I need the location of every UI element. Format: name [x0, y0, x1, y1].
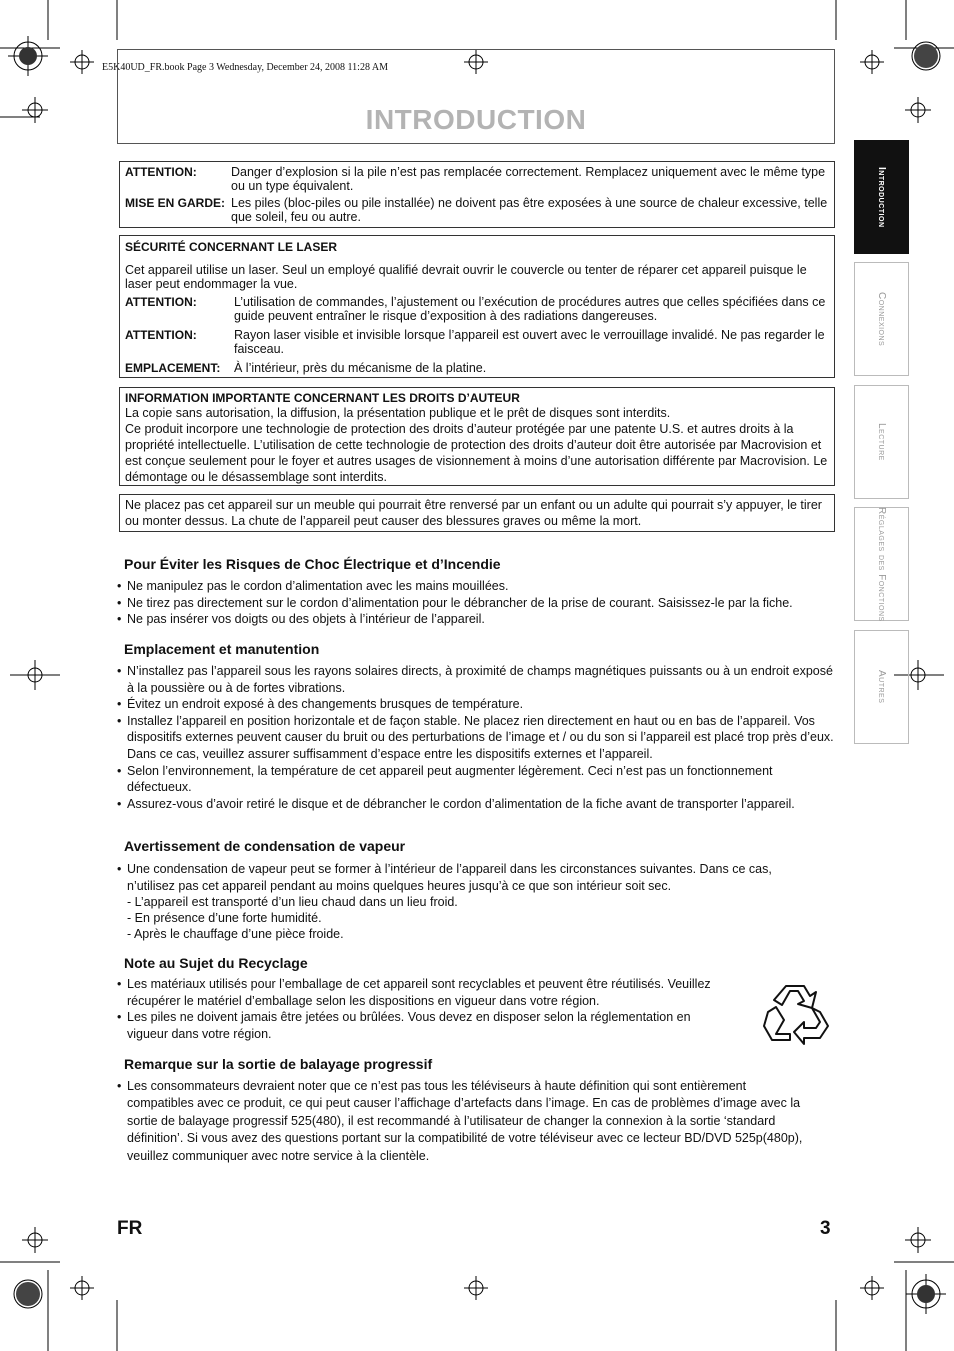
furniture-warning-text: Ne placez pas cet appareil sur un meuble qui pourrait être renversé par un enfant ou un adulte qui pourrait s’y appuyer, le tirer ou monter dessus. La chute de l’appareil peut causer des blessures graves ou même la mort.	[125, 498, 822, 528]
list-item: • Les matériaux utilisés pour l’emballage de cet appareil sont recyclables et peuvent être réutilisés. Veuillez récupérer le matériel d’emballage selon les dispositions en vigueur dans votre région.	[117, 976, 717, 1009]
page-title: INTRODUCTION	[365, 104, 587, 135]
copyright-p2: Ce produit incorpore une technologie de protection des droits d’auteur protégée par une patente U.S. et autres droits à la propriété intellectuelle. L’utilisation de cette technologie de protection des droits d’auteur doit être autorisée par Macrovision et est conçue seulement pour le foyer et autres usages de visionnement à moins d’une autorisation différente par Macrovision. Le démontage ou le désassemblage sont interdits.	[125, 422, 828, 484]
heading-progressive-scan: Remarque sur la sortie de balayage progressif	[124, 1056, 433, 1072]
laser-attention-1-label: ATTENTION:	[125, 295, 197, 309]
condensation-list	[117, 861, 823, 942]
list-item: • Assurez-vous d’avoir retiré le disque et de débrancher le cordon d’alimentation de la fiche avant de transporter l’appareil.	[117, 796, 839, 813]
tab-autres[interactable]: Autres	[854, 630, 909, 744]
heading-condensation: Avertissement de condensation de vapeur	[124, 838, 406, 854]
footer-language: FR	[117, 1218, 143, 1239]
heading-recycling: Note au Sujet du Recyclage	[124, 955, 308, 971]
list-item: • N’installez pas l’appareil sous les rayons solaires directs, à proximité de champs magnétiques puissants ou à un endroit exposé à la poussière ou à de fortes vibrations.	[117, 663, 839, 696]
laser-location-text: À l’intérieur, près du mécanisme de la platine.	[234, 361, 487, 375]
list-item: • Évitez un endroit exposé à des changements brusques de température.	[117, 696, 839, 713]
list-item: • Ne manipulez pas le cordon d’alimentation avec les mains mouillées.	[117, 578, 839, 595]
tab-lecture[interactable]: Lecture	[854, 385, 909, 499]
mise-en-garde-label: MISE EN GARDE:	[125, 196, 226, 210]
heading-placement: Emplacement et manutention	[124, 641, 320, 657]
list-item: • Les piles ne doivent jamais être jetées ou brûlées. Vous devez en disposer selon la réglementation en vigueur dans votre région.	[117, 1009, 717, 1042]
laser-attention-2-label: ATTENTION:	[125, 328, 197, 342]
sub-item: - En présence d’une forte humidité.	[127, 911, 322, 926]
laser-intro: Cet appareil utilise un laser. Seul un employé qualifié devrait ouvrir le couvercle ou tenter de réparer cet appareil puisque le laser peut endommager la vue.	[125, 263, 807, 291]
list-item: • Ne pas insérer vos doigts ou des objets à l’intérieur de l’appareil.	[117, 611, 839, 628]
list-item: • Une condensation de vapeur peut se former à l’intérieur de l’appareil dans les circonstances suivantes. Dans ce cas, n’utilisez pas cet appareil pendant au moins quelques heures jusqu’à ce que son intérieur soit sec.	[117, 861, 823, 894]
page-number: 3	[820, 1218, 831, 1239]
copyright-box	[119, 387, 835, 486]
laser-safety-box	[119, 235, 835, 378]
list-item: • Les consommateurs devraient noter que ce n’est pas tous les téléviseurs à haute définition qui sont entièrement compatibles avec ce produit, ce qui peut causer l’affichage d’artefacts dans l’image. En cas de problèmes d’image avec la sortie de balayage progressif 525(480), il est recommandé à l’utilisateur de changer la connexion à la sortie ‘standard définition’. Si vous avez des questions portant sur la compatibilité de votre téléviseur avec ce lecteur BD/DVD 525p(480p), veuillez communiquer avec notre service à la clientèle.	[117, 1078, 807, 1165]
list-item: • Ne tirez pas directement sur le cordon d’alimentation pour le débrancher de la prise de courant. Saisissez-le par la fiche.	[117, 595, 839, 612]
laser-location-label: EMPLACEMENT:	[125, 361, 221, 375]
sub-item: - L’appareil est transporté d’un lieu chaud dans un lieu froid.	[127, 895, 458, 910]
copyright-heading: INFORMATION IMPORTANTE CONCERNANT LES DROITS D’AUTEUR	[125, 391, 520, 405]
laser-heading: SÉCURITÉ CONCERNANT LE LASER	[125, 240, 338, 254]
tab-connexions[interactable]: Connexions	[854, 262, 909, 376]
recycle-icon	[760, 980, 830, 1046]
attention-text: Danger d’explosion si la pile n’est pas remplacée correctement. Remplacez uniquement avec le même type ou un type équivalent.	[231, 165, 826, 193]
sub-item: - Après le chauffage d’une pièce froide.	[127, 927, 344, 942]
tab-reglages[interactable]: Réglages des Fonctions	[854, 507, 909, 621]
placement-list	[117, 663, 839, 812]
recycling-list	[117, 976, 717, 1042]
book-info-line: E5K40UD_FR.book Page 3 Wednesday, December 24, 2008 11:28 AM	[102, 62, 389, 73]
battery-warning-box	[119, 161, 835, 228]
mise-en-garde-text: Les piles (bloc-piles ou pile installée) ne doivent pas être exposées à une source de chaleur excessive, telle que soleil, feu ou autre.	[231, 196, 828, 224]
furniture-warning-box	[119, 494, 835, 532]
title-box	[117, 49, 835, 144]
laser-attention-1-text: L’utilisation de commandes, l’ajustement ou l’exécution de procédures autres que celles spécifiées dans ce guide peuvent entraîner le risque d’exposition à des radiations dangereuses.	[234, 295, 826, 323]
list-item: • Installez l’appareil en position horizontale et de façon stable. Ne placez rien directement en haut ou en bas de l’appareil. Vos dispositifs externes peuvent causer du bruit ou des perturbations de l’image et / ou du son si l’appareil est placé trop près d’eux. Dans ce cas, veuillez assurer suffisamment d’espace entre les dispositifs externes et l’appareil.	[117, 713, 839, 763]
heading-shock: Pour Éviter les Risques de Choc Électrique et d’Incendie	[124, 556, 501, 572]
shock-list	[117, 578, 839, 628]
attention-label: ATTENTION:	[125, 165, 197, 179]
progressive-scan-list	[117, 1078, 807, 1165]
list-item: • Selon l’environnement, la température de cet appareil peut augmenter légèrement. Ceci n’est pas un fonctionnement défectueux.	[117, 763, 839, 796]
copyright-p1: La copie sans autorisation, la diffusion, la présentation publique et le prêt de disques sont interdits.	[125, 406, 671, 420]
tab-introduction[interactable]: Introduction	[854, 140, 909, 254]
laser-attention-2-text: Rayon laser visible et invisible lorsque l’appareil est ouvert avec le verrouillage invalidé. Ne pas regarder le faisceau.	[234, 328, 825, 356]
